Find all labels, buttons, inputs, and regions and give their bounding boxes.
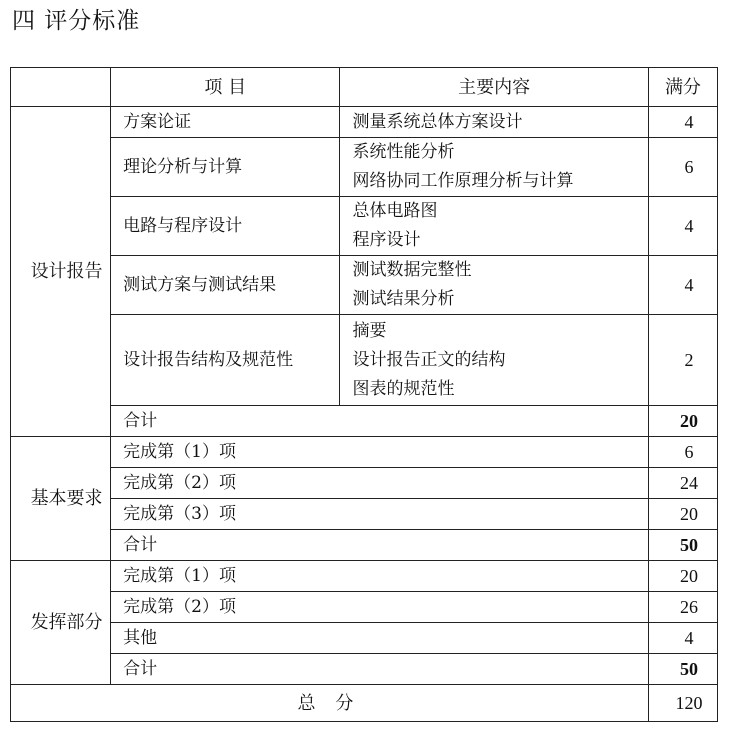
content-line: 测量系统总体方案设计	[352, 111, 523, 132]
total-label: 总分	[11, 685, 649, 722]
subtotal-row	[11, 530, 718, 561]
score-cell: 4	[648, 107, 717, 138]
table-row	[11, 623, 718, 654]
subtotal-label: 合计	[111, 530, 649, 561]
header-score: 满分	[648, 68, 717, 107]
score-cell: 4	[648, 256, 717, 315]
subtotal-score: 20	[648, 406, 717, 437]
item-cell: 完成第（3）项	[111, 499, 649, 530]
content-cell	[340, 197, 648, 256]
subtotal-row	[11, 654, 718, 685]
subtotal-row	[11, 406, 718, 437]
subtotal-label: 合计	[111, 406, 649, 437]
item-cell: 测试方案与测试结果	[111, 256, 340, 315]
content-line: 总体电路图	[352, 201, 438, 221]
content-line: 测试数据完整性	[352, 260, 472, 280]
table-row	[11, 437, 718, 468]
table-row	[11, 499, 718, 530]
table-row	[11, 592, 718, 623]
category-extended: 发挥部分	[11, 561, 111, 685]
score-cell: 2	[648, 315, 717, 406]
table-row	[11, 197, 718, 256]
item-cell: 方案论证	[111, 107, 340, 138]
section-heading: 四 评分标准	[12, 8, 141, 34]
score-cell: 4	[648, 623, 717, 654]
item-cell: 理论分析与计算	[111, 138, 340, 197]
item-cell: 完成第（2）项	[111, 592, 649, 623]
score-cell: 24	[648, 468, 717, 499]
score-cell: 26	[648, 592, 717, 623]
subtotal-score: 50	[648, 530, 717, 561]
table-row	[11, 107, 718, 138]
item-cell: 其他	[111, 623, 649, 654]
content-line: 系统性能分析	[352, 142, 455, 162]
table-row	[11, 561, 718, 592]
header-item: 项 目	[111, 68, 340, 107]
category-design-report: 设计报告	[11, 107, 111, 437]
subtotal-label: 合计	[111, 654, 649, 685]
content-line: 网络协同工作原理分析与计算	[352, 171, 574, 191]
content-line: 测试结果分析	[352, 289, 455, 309]
item-cell: 完成第（1）项	[111, 561, 649, 592]
content-cell	[340, 107, 648, 138]
category-basic: 基本要求	[11, 437, 111, 561]
score-cell: 6	[648, 138, 717, 197]
item-cell: 完成第（2）项	[111, 468, 649, 499]
content-line: 设计报告正文的结构	[352, 349, 506, 370]
content-line: 图表的规范性	[352, 378, 455, 399]
total-row	[11, 685, 718, 722]
content-line: 摘要	[352, 320, 387, 341]
content-cell	[340, 138, 648, 197]
content-cell	[340, 315, 648, 406]
header-content: 主要内容	[340, 68, 648, 107]
item-cell: 设计报告结构及规范性	[111, 315, 340, 406]
item-cell: 完成第（1）项	[111, 437, 649, 468]
total-score: 120	[648, 685, 717, 722]
score-cell: 4	[648, 197, 717, 256]
content-line: 程序设计	[352, 230, 421, 250]
table-row	[11, 256, 718, 315]
table-row	[11, 315, 718, 406]
score-cell: 6	[648, 437, 717, 468]
grading-table	[10, 67, 718, 722]
header-row	[11, 68, 718, 107]
subtotal-score: 50	[648, 654, 717, 685]
item-cell: 电路与程序设计	[111, 197, 340, 256]
header-corner	[11, 68, 111, 107]
table-row	[11, 138, 718, 197]
score-cell: 20	[648, 499, 717, 530]
table-row	[11, 468, 718, 499]
content-cell	[340, 256, 648, 315]
score-cell: 20	[648, 561, 717, 592]
